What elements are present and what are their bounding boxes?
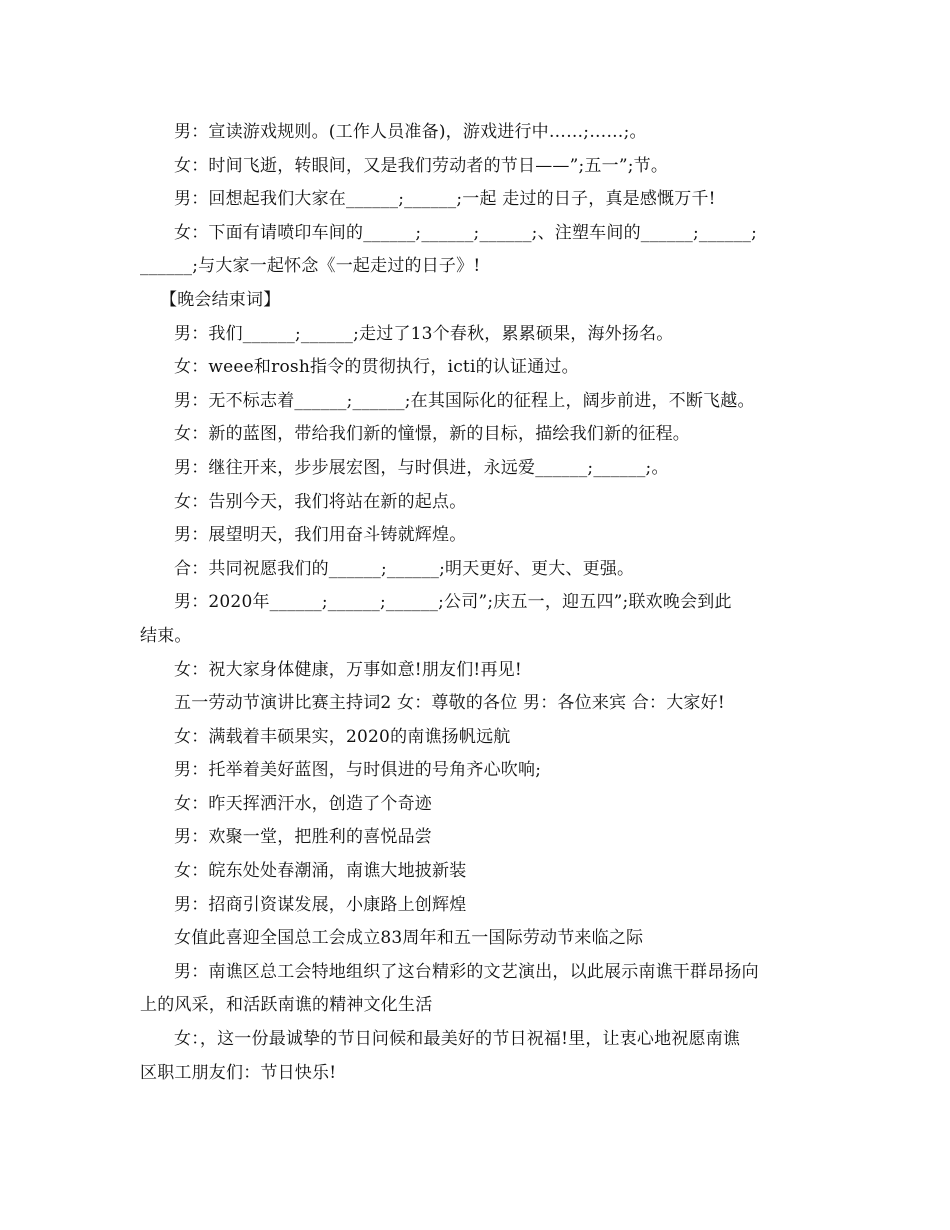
text-line: 区职工朋友们：节日快乐!: [140, 1062, 337, 1083]
text-line: 女：时间飞逝，转眼间，又是我们劳动者的节日——”;五一”;节。: [174, 155, 669, 176]
text-line: 女：，这一份最诚挚的节日问候和最美好的节日祝福!里，让衷心地祝愿南谯: [174, 1029, 741, 1050]
text-line: 男：招商引资谋发展，小康路上创辉煌: [174, 894, 467, 915]
text-line: 男：欢聚一堂，把胜利的喜悦品尝: [174, 827, 432, 848]
text-line: 合：共同祝愿我们的______;______;明天更好、更大、更强。: [174, 558, 635, 579]
text-line: 上的风采，和活跃南谯的精神文化生活: [140, 995, 433, 1016]
text-line: 男：无不标志着______;______;在其国际化的征程上，阔步前进，不断飞越。: [174, 390, 755, 411]
text-line: 女值此喜迎全国总工会成立83周年和五一国际劳动节来临之际: [174, 928, 644, 949]
text-line: 女：weee和rosh指令的贯彻执行，icti的认证通过。: [174, 357, 579, 378]
text-line: 女：告别今天，我们将站在新的起点。: [174, 491, 467, 512]
text-line: 男：南谯区总工会特地组织了这台精彩的文艺演出，以此展示南谯干群昂扬向: [174, 961, 759, 982]
text-line: ______;与大家一起怀念《一起走过的日子》!: [140, 256, 481, 277]
text-line: 男：宣读游戏规则。(工作人员准备)，游戏进行中……;……;。: [174, 122, 647, 142]
text-line: 男：回想起我们大家在______;______;一起 走过的日子，真是感慨万千!: [174, 189, 716, 210]
text-line: 男：展望明天，我们用奋斗铸就辉煌。: [174, 525, 467, 546]
text-line: 结束。: [140, 625, 192, 646]
text-line: 男：2020年______;______;______;公司”;庆五一，迎五四”;联欢晚会到此: [174, 592, 732, 613]
text-line: 男：我们______;______;走过了13个春秋，累累硕果，海外扬名。: [174, 323, 674, 344]
text-line: 五一劳动节演讲比赛主持词2 女：尊敬的各位 男：各位来宾 合：大家好!: [174, 693, 725, 714]
text-line: 女：昨天挥洒汗水，创造了个奇迹: [174, 793, 432, 814]
text-line: 女：下面有请喷印车间的______;______;______;、注塑车间的______;______;: [174, 222, 758, 243]
section-heading: 【晚会结束词】: [160, 289, 281, 310]
text-line: 男：托举着美好蓝图，与时俱进的号角齐心吹响;: [174, 760, 542, 781]
document-body: [140, 116, 820, 1090]
text-line: 男：继往开来，步步展宏图，与时俱进，永远爱______;______;。: [174, 457, 669, 478]
text-line: 女：新的蓝图，带给我们新的憧憬，新的目标，描绘我们新的征程。: [174, 424, 690, 445]
text-line: 女：皖东处处春潮涌，南谯大地披新装: [174, 861, 467, 882]
text-line: 女：祝大家身体健康，万事如意!朋友们!再见!: [174, 659, 522, 680]
text-line: 女：满载着丰硕果实，2020的南谯扬帆远航: [174, 726, 511, 747]
